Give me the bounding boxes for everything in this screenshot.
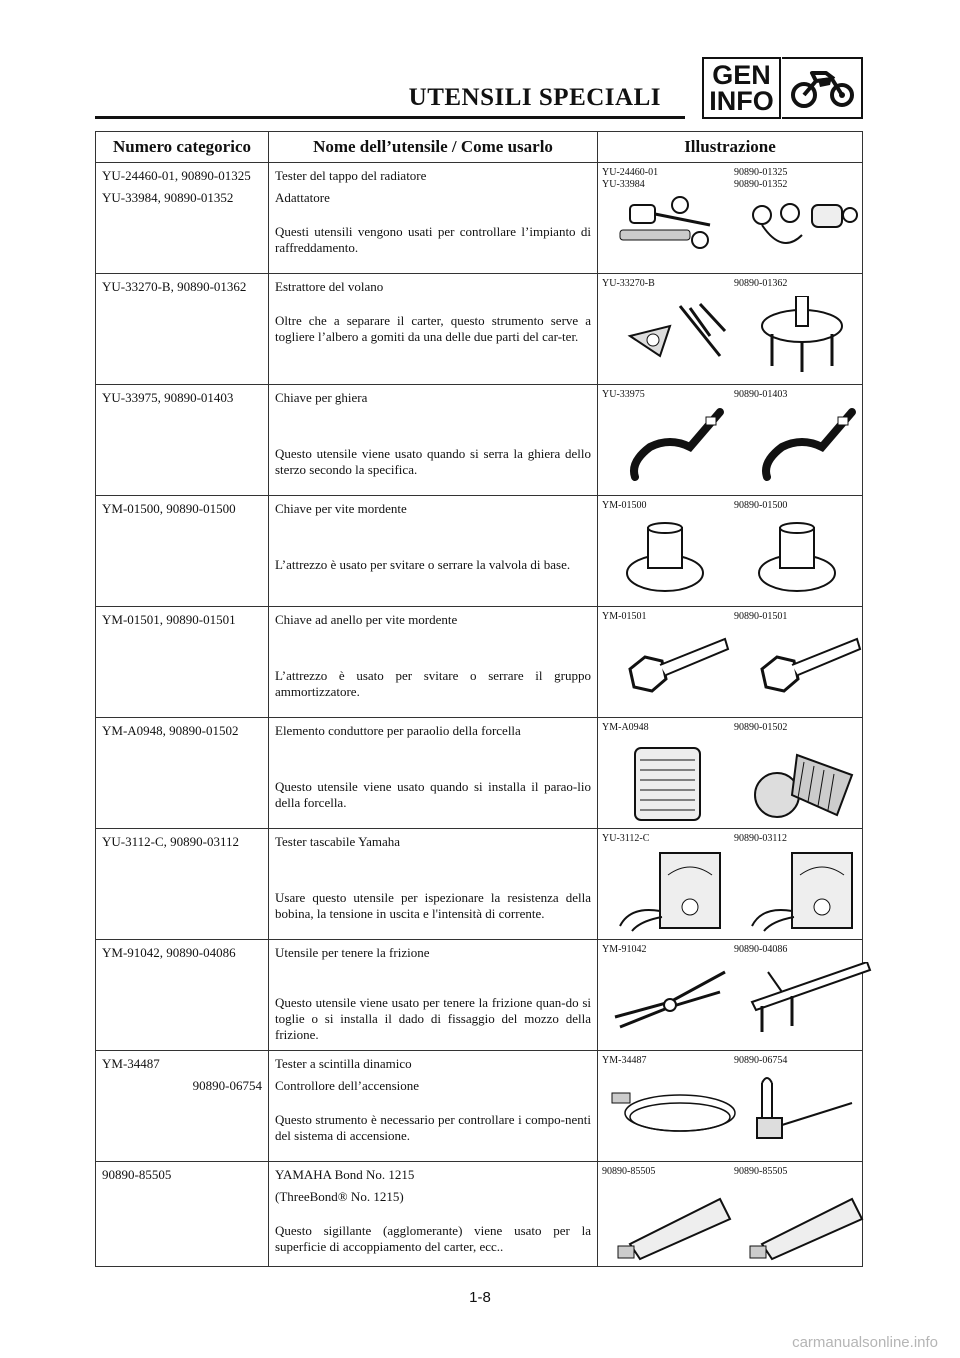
- part-number-cell: [96, 274, 269, 385]
- watermark-text: carmanualsonline.info: [792, 1334, 938, 1351]
- table-row: [96, 940, 863, 1051]
- illustration-code: YM-01501: [602, 611, 647, 622]
- part-number-cell: [96, 385, 269, 496]
- clutch-holder-image: [610, 962, 730, 1042]
- fork-seal-driver-image: [610, 740, 730, 824]
- tool-name: (ThreeBond® No. 1215): [275, 1189, 404, 1204]
- illustration-code: 90890-85505: [734, 1166, 788, 1177]
- illustration-cell: [598, 940, 863, 1051]
- tool-description: Usare questo utensile per ispezionare la resistenza della bobina, la tensione in uscita e l'intensità di corrente.: [275, 890, 591, 921]
- part-number-cell: [96, 718, 269, 829]
- tool-name-cell: [269, 274, 598, 385]
- illustration-code: YM-01500: [602, 500, 647, 511]
- illustration-code: 90890-01362: [734, 278, 788, 289]
- fork-seal-driver-image: [742, 740, 862, 824]
- table-row: [96, 1162, 863, 1267]
- illustration-code: 90890-01500: [734, 500, 788, 511]
- tool-description: Questo utensile viene usato per tenere la frizione quan-do si toglie o si installa il dado di fissaggio del mozzo della frizione.: [275, 995, 591, 1042]
- illustration-cell: [598, 607, 863, 718]
- tool-name: YAMAHA Bond No. 1215: [275, 1167, 415, 1182]
- ring-wrench-image: [742, 629, 862, 709]
- illustration-cell: [598, 385, 863, 496]
- pocket-tester-image: [742, 851, 862, 935]
- tool-description: Oltre che a separare il carter, questo strumento serve a togliere l’albero a gomiti da una delle due parti del car-ter.: [275, 313, 591, 344]
- tool-name-cell: [269, 1051, 598, 1162]
- header-rule: [95, 116, 685, 119]
- table-row: [96, 496, 863, 607]
- column-header-illustration: Illustrazione: [598, 132, 863, 163]
- table-row: [96, 274, 863, 385]
- radiator-cap-tester-image: [610, 185, 730, 265]
- table-row: [96, 1051, 863, 1162]
- tool-name-cell: [269, 496, 598, 607]
- tool-description: Questi utensili vengono usati per controllare l’impianto di raffreddamento.: [275, 224, 591, 255]
- part-number: YM-34487: [102, 1056, 160, 1071]
- illustration-code: YM-91042: [602, 944, 647, 955]
- flywheel-puller-image: [742, 296, 862, 376]
- tool-name: Adattatore: [275, 190, 330, 205]
- badge-line2: INFO: [709, 86, 774, 116]
- tool-name-cell: [269, 607, 598, 718]
- part-number-cell: [96, 163, 269, 274]
- illustration-code: 90890-06754: [734, 1055, 788, 1066]
- sealant-tube-image: [610, 1184, 740, 1264]
- tool-name-cell: [269, 940, 598, 1051]
- part-number: YM-01500, 90890-01500: [102, 501, 236, 516]
- illustration-cell: [598, 829, 863, 940]
- part-number-cell: [96, 607, 269, 718]
- tool-description: Questo utensile viene usato quando si installa il parao-lio della forcella.: [275, 779, 591, 810]
- column-header-part-number: Numero categorico: [96, 132, 269, 163]
- flywheel-puller-image: [610, 296, 730, 376]
- cap-bolt-wrench-image: [742, 518, 862, 598]
- sealant-tube-image: [742, 1184, 872, 1264]
- part-number: 90890-85505: [102, 1167, 172, 1182]
- illustration-code: YU-3112-C: [602, 833, 650, 844]
- column-header-tool-name: Nome dell’utensile / Come usarlo: [269, 132, 598, 163]
- table-row: [96, 607, 863, 718]
- tool-description: Questo sigillante (agglomerante) viene usato per la superficie di accoppiamento del carter, ecc..: [275, 1223, 591, 1254]
- part-number: YU-33984, 90890-01352: [102, 190, 234, 205]
- illustration-code: 90890-85505: [602, 1166, 656, 1177]
- part-number-cell: [96, 496, 269, 607]
- illustration-cell: [598, 1051, 863, 1162]
- tool-description: L’attrezzo è usato per svitare o serrare il gruppo ammortizzatore.: [275, 668, 591, 699]
- tool-name: Chiave ad anello per vite mordente: [275, 612, 458, 627]
- tool-name-cell: [269, 829, 598, 940]
- illustration-code: 90890-04086: [734, 944, 788, 955]
- part-number: 90890-06754: [192, 1078, 262, 1093]
- illustration-cell: [598, 1162, 863, 1267]
- part-number: YU-3112-C, 90890-03112: [102, 834, 239, 849]
- ring-nut-wrench-image: [742, 407, 862, 487]
- tool-name: Elemento conduttore per paraolio della forcella: [275, 723, 521, 738]
- tool-name: Utensile per tenere la frizione: [275, 945, 430, 960]
- part-number: YM-01501, 90890-01501: [102, 612, 236, 627]
- tool-name: Tester del tappo del radiatore: [275, 168, 427, 183]
- tool-name-cell: [269, 385, 598, 496]
- tool-name-cell: [269, 163, 598, 274]
- illustration-cell: YU-24460-01 YU-33984 90890-01325 90890-01352: [598, 163, 863, 274]
- illustration-code: YM-A0948: [602, 722, 649, 733]
- tool-description: L’attrezzo è usato per svitare o serrare la valvola di base.: [275, 557, 571, 572]
- ring-nut-wrench-image: [610, 407, 730, 487]
- table-header-row: [96, 132, 863, 163]
- radiator-cap-tester-image: [742, 185, 862, 265]
- motorcycle-icon: [782, 57, 863, 119]
- badge-line1: GEN: [712, 60, 771, 90]
- tool-name: Estrattore del volano: [275, 279, 384, 294]
- tool-name: Controllore dell’accensione: [275, 1078, 420, 1093]
- ignition-checker-image: [742, 1073, 872, 1153]
- tool-name-cell: [269, 1162, 598, 1267]
- clutch-holder-image: [742, 962, 872, 1042]
- page-number: 1-8: [469, 1289, 491, 1306]
- illustration-code: 90890-01501: [734, 611, 788, 622]
- illustration-cell: [598, 718, 863, 829]
- part-number: YM-91042, 90890-04086: [102, 945, 236, 960]
- illustration-code: YM-34487: [602, 1055, 647, 1066]
- illustration-cell: [598, 274, 863, 385]
- table-row: [96, 829, 863, 940]
- tool-description: Questo utensile viene usato quando si serra la ghiera dello sterzo secondo la specifica.: [275, 446, 591, 477]
- part-number: YU-24460-01, 90890-01325: [102, 168, 251, 183]
- illustration-code: 90890-01502: [734, 722, 788, 733]
- spark-tester-image: [610, 1073, 740, 1153]
- cap-bolt-wrench-image: [610, 518, 730, 598]
- tool-name: Chiave per vite mordente: [275, 501, 407, 516]
- illustration-cell: [598, 496, 863, 607]
- table-row: [96, 385, 863, 496]
- illustration-code: 90890-03112: [734, 833, 787, 844]
- illustration-code: YU-24460-01 YU-33984: [602, 167, 659, 190]
- page-title: UTENSILI SPECIALI: [408, 84, 661, 111]
- table-row: [96, 718, 863, 829]
- tool-description: Questo strumento è necessario per controllare i compo-nenti del sistema di accensione.: [275, 1112, 591, 1143]
- illustration-code: YU-33270-B: [602, 278, 655, 289]
- part-number-cell: [96, 1162, 269, 1267]
- tool-name-cell: [269, 718, 598, 829]
- pocket-tester-image: [610, 851, 730, 935]
- part-number: YM-A0948, 90890-01502: [102, 723, 239, 738]
- tool-name: Chiave per ghiera: [275, 390, 368, 405]
- gen-info-badge: [702, 57, 781, 119]
- illustration-code: 90890-01403: [734, 389, 788, 400]
- part-number-cell: [96, 829, 269, 940]
- tool-name: Tester a scintilla dinamico: [275, 1056, 412, 1071]
- part-number: YU-33975, 90890-01403: [102, 390, 234, 405]
- part-number-cell: [96, 940, 269, 1051]
- special-tools-table: [95, 131, 863, 1267]
- part-number-cell: [96, 1051, 269, 1162]
- illustration-code: YU-33975: [602, 389, 645, 400]
- tool-name: Tester tascabile Yamaha: [275, 834, 401, 849]
- ring-wrench-image: [610, 629, 730, 709]
- part-number: YU-33270-B, 90890-01362: [102, 279, 247, 294]
- table-row: [96, 163, 863, 274]
